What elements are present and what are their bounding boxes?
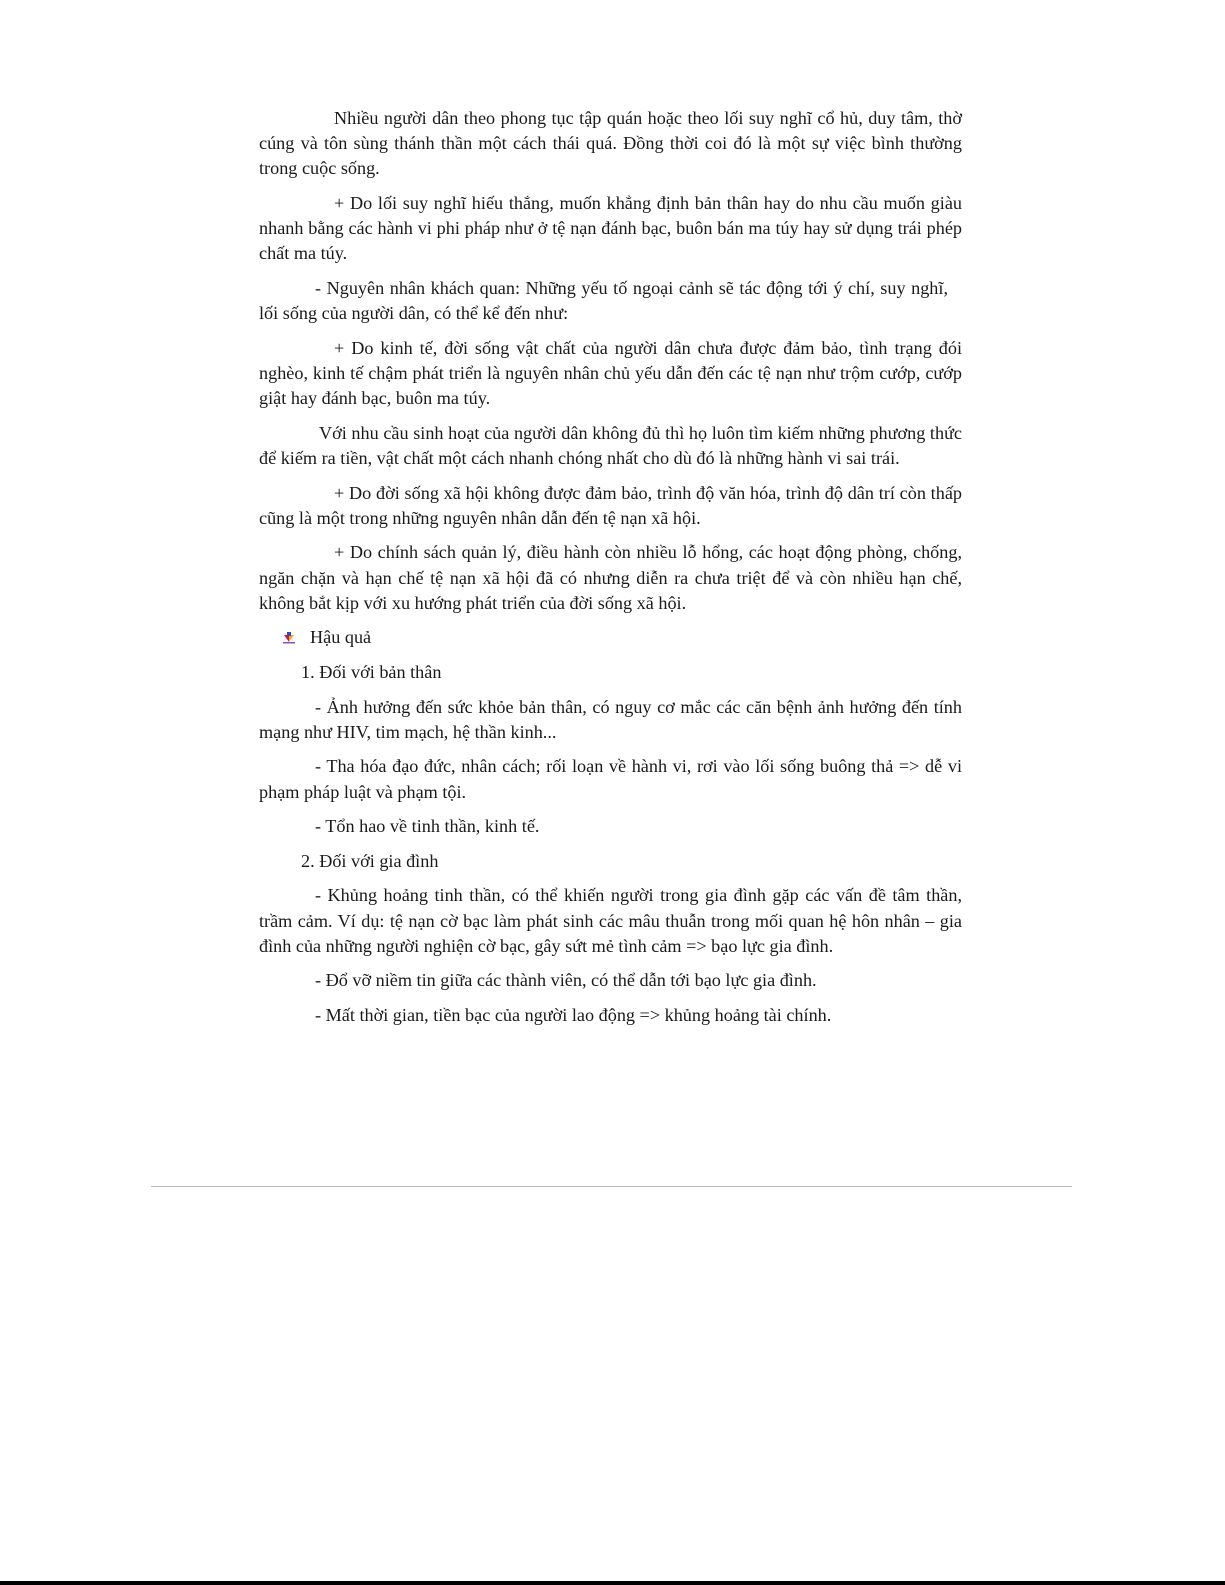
- list-item: - Tổn hao về tinh thần, kinh tế.: [315, 816, 540, 837]
- paragraph-objective-causes: - Nguyên nhân khách quan: Những yếu tố ngoại cảnh sẽ tác động tới ý chí, suy nghĩ, lối sống của người dân, có thể kể đến như:: [259, 278, 948, 324]
- list-item: - Ảnh hưởng đến sức khỏe bản thân, có nguy cơ mắc các căn bệnh ảnh hưởng đến tính mạng như HIV, tim mạch, hệ thần kinh...: [259, 696, 962, 742]
- paragraph-policy-cause: + Do chính sách quản lý, điều hành còn nhiều lỗ hổng, các hoạt động phòng, chống, ngăn chặn và hạn chế tệ nạn xã hội đã có nhưng diễn ra chưa triệt để và còn nhiều hạn chế, không bắt kịp với xu hướng phát triển của đời sống xã hội.: [259, 542, 962, 613]
- consequences-heading-label: Hậu quả: [310, 627, 372, 648]
- paragraph-superstition: Nhiều người dân theo phong tục tập quán hoặc theo lối suy nghĩ cổ hủ, duy tâm, thờ cúng và tôn sùng thánh thần một cách thái quá. Đồng thời coi đó là một sự việc bình thường trong cuộc sống.: [259, 108, 962, 179]
- paragraph-social-life-cause: + Do đời sống xã hội không được đảm bảo, trình độ văn hóa, trình độ dân trí còn thấp cũng là một trong những nguyên nhân dẫn đến tệ nạn xã hội.: [259, 482, 962, 528]
- paragraph-economic-cause: + Do kinh tế, đời sống vật chất của người dân chưa được đảm bảo, tình trạng đói nghèo, kinh tế chậm phát triển là nguyên nhân chủ yếu dẫn đến các tệ nạn như trộm cướp, cướp giật hay đánh bạc, buôn ma túy.: [259, 337, 962, 409]
- list-item: - Khủng hoảng tinh thần, có thể khiến người trong gia đình gặp các vấn đề tâm thần, trầm cảm. Ví dụ: tệ nạn cờ bạc làm phát sinh các mâu thuẫn trong mối quan hệ hôn nhân – gia đình của những người nghiện cờ bạc, gây sứt mẻ tình cảm => bạo lực gia đình.: [259, 885, 962, 956]
- section-heading-family: 2. Đối với gia đình: [301, 850, 439, 871]
- consequences-heading: [259, 625, 962, 650]
- page-bottom-edge: [0, 1581, 1225, 1585]
- paragraph-competitive-mindset: + Do lối suy nghĩ hiếu thắng, muốn khẳng định bản thân hay do nhu cầu muốn giàu nhanh bằng các hành vi phi pháp như ở tệ nạn đánh bạc, buôn bán ma túy hay sử dụng trái phép chất ma túy.: [259, 193, 962, 264]
- list-item: - Tha hóa đạo đức, nhân cách; rối loạn về hành vi, rơi vào lối sống buông thả => dễ vi phạm pháp luật và phạm tội.: [259, 756, 962, 802]
- section-heading-self: 1. Đối với bản thân: [301, 661, 442, 682]
- list-item: - Mất thời gian, tiền bạc của người lao động => khủng hoảng tài chính.: [315, 1004, 832, 1025]
- paragraph-living-needs: Với nhu cầu sinh hoạt của người dân không đủ thì họ luôn tìm kiếm những phương thức để kiếm ra tiền, vật chất một cách nhanh chóng nhất cho dù đó là những hành vi sai trái.: [259, 422, 962, 468]
- list-item: - Đổ vỡ niềm tin giữa các thành viên, có thể dẫn tới bạo lực gia đình.: [315, 970, 817, 991]
- document-page-body: [259, 106, 962, 1038]
- arrow-down-bullet-icon: [282, 631, 296, 645]
- page-footer-divider: [151, 1186, 1072, 1187]
